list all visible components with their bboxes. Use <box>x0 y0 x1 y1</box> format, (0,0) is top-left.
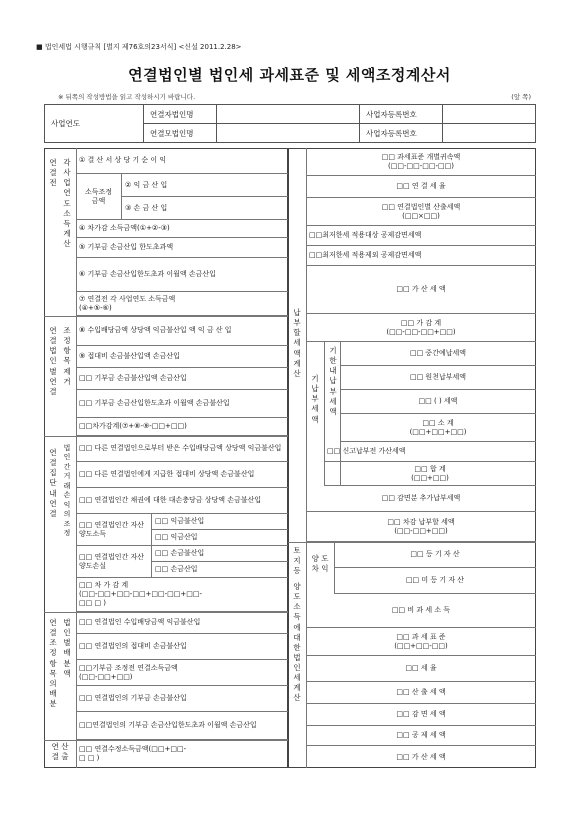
group-allocation: 연 결 조 정 항 목 의 배 분 <box>49 618 57 708</box>
group-transfer-tax: 양 도 소 득 에 대 한 법 인 세 계 산 <box>293 582 301 703</box>
year-label: 사업연도 <box>45 105 144 143</box>
row-subtotal-2: □□ 차 가 감 계 (□□-□□+□□-□□+□□-□□+□□- □□ □ ) <box>76 578 288 612</box>
row-alloc-entertainment: □□ 연결법인의 접대비 손금불산입 <box>76 634 288 660</box>
row-asset-loss: □□ 연결법인간 자산 양도손실 <box>76 546 152 578</box>
row-pre-donation-income: □□기부금 조정전 연결소득금액 (□□-□□+□□) <box>76 660 288 686</box>
row-adjusted-income: ④ 차가감 소득금액(①+②-③) <box>76 220 288 238</box>
row-modified-income: □□ 연결수정소득금액(□□+□□- □ □ ) <box>79 745 187 762</box>
row-alloc-donation: □□ 연결법인의 기부금 손금불산입 <box>76 686 288 712</box>
row-subtotal-prepaid: □□ 소 계 (□□+□□+□□) <box>340 414 536 442</box>
group-entity-adjust: 연 결 법 인 별 연 결 <box>49 326 57 396</box>
group-adjust-removal: 조 정 항 목 제 거 <box>63 326 71 386</box>
row-income-add: ② 익 금 산 입 <box>122 174 288 197</box>
group-income-calc: 각 사 업 연 도 소 득 계 산 <box>63 158 71 248</box>
row-subtotal-1: □□차가감계(⑦+⑧-⑨-□□+□□) <box>76 418 288 436</box>
row-tax-base: □□ 과세표준 개별귀속액 (□□-□□-□□-□□) <box>306 148 536 176</box>
group-in-period-tax: 기 한 내 납 부 세 액 <box>329 346 337 416</box>
row-pre-filing-penalty: □□ 신고납부전 가산세액 <box>324 442 536 462</box>
reg-field-2[interactable] <box>443 124 536 143</box>
group-transfer-gain: 양 도 차 익 <box>311 554 329 574</box>
parent-field[interactable] <box>217 105 360 124</box>
row-other-tax: □□ ( ) 세액 <box>340 390 536 414</box>
row-transfer-tax-rate: □□ 세 율 <box>306 656 536 682</box>
row-asset-loss-nondeduct: □□ 손금불산입 <box>152 546 288 562</box>
row-net-payable: □□ 차감 납부할 세액 (□□-□□+□□) <box>306 512 536 542</box>
row-donation-carryover-2: □□ 기부금 손금산입한도초과 이월액 손금불산입 <box>76 390 288 418</box>
form-reference: ■ 법인세법 시행규칙 [별지 제76호의23서식] <신설 2011.2.28> <box>36 43 242 51</box>
instruction-note: ※ 뒤쪽의 작성방법을 읽고 작성하시기 바랍니다. <box>58 93 196 101</box>
row-entertainment: ⑨ 접대비 손금불산입액 손금산입 <box>76 346 288 368</box>
row-asset-gain: □□ 연결법인간 자산 양도소득 <box>76 514 152 546</box>
row-asset-loss-deduct: □□ 손금산입 <box>152 562 288 578</box>
page-side: (앞 쪽) <box>511 93 531 101</box>
row-transfer-exempt: □□ 감 면 세 액 <box>306 704 536 726</box>
row-asset-gain-excl: □□ 익금불산입 <box>152 514 288 530</box>
row-donation-nondeductible: □□ 기부금 손금불산입액 손금산입 <box>76 368 288 390</box>
row-penalty-tax: □□ 가 산 세 액 <box>306 266 536 314</box>
row-alloc-dividend: □□ 연결법인 수입배당금액 익금불산입 <box>76 612 288 634</box>
row-total-prepaid: □□ 합 계 (□□+□□) <box>324 462 536 486</box>
row-transfer-calc-tax: □□ 산 출 세 액 <box>306 682 536 704</box>
group-intra-transaction: 법 인 간 거 래 손 익 의 조 정 <box>63 444 71 537</box>
group-intra-group: 연 결 집 단 내 연 결 <box>49 448 57 518</box>
row-intra-dividend: □□ 다른 연결법인으로부터 받은 수입배당금액 상당액 익금불산입 <box>76 436 288 462</box>
row-additional-payment: □□ 감면분 추가납부세액 <box>306 486 536 512</box>
row-dividend-exclusion: ⑧ 수입배당금액 상당액 익금불산입 액 익 금 산 입 <box>76 316 288 346</box>
row-unregistered-asset: □□ 미 등 기 자 산 <box>334 568 536 594</box>
row-calculated-tax: □□ 연결법인별 산출세액 (□□×□□) <box>306 198 536 226</box>
row-donation-carryover: ⑥ 기부금 손금산입한도초과 이월액 손금산입 <box>76 258 288 292</box>
row-adjusted-total: □□ 가 감 계 (□□-□□-□□+□□) <box>306 314 536 342</box>
row-withholding-tax: □□ 원천납부세액 <box>340 366 536 390</box>
group-payable-tax: 납 부 할 세 액 계 산 <box>293 308 301 378</box>
row-donation-excess: ⑤ 기부금 손금산입 한도초과액 <box>76 238 288 258</box>
row-transfer-penalty: □□ 가 산 세 액 <box>396 752 446 761</box>
row-min-tax-exempt: □□최저한세 적용제외 공제감면세액 <box>306 246 536 266</box>
mother-field[interactable] <box>217 124 360 143</box>
mother-label: 연결모법인명 <box>144 124 217 143</box>
group-land: 토 지 등 <box>293 546 301 576</box>
row-asset-gain-incl: □□ 익금산입 <box>152 530 288 546</box>
group-pre-consolidation-outer: 연 결 전 <box>49 158 57 188</box>
group-calculation: 연 산 결 출 <box>51 742 69 762</box>
row-transfer-tax-base: □□ 과 세 표 준 (□□+□□-□□) <box>306 628 536 656</box>
adjustment-label: 소득조정 금액 <box>76 174 122 220</box>
parent-label: 연결자법인명 <box>144 105 217 124</box>
reg-label-2: 사업자등록번호 <box>360 124 443 143</box>
row-interim-tax: □□ 중간예납세액 <box>340 342 536 366</box>
form-title: 연결법인별 법인세 과세표준 및 세액조정계산서 <box>128 66 451 84</box>
group-allocation-amount: 법 인 별 배 분 액 <box>63 618 71 678</box>
row-registered-asset: □□ 등 기 자 산 <box>334 542 536 568</box>
reg-field-1[interactable] <box>443 105 536 124</box>
row-net-income: ① 결 산 서 상 당 기 순 이 익 <box>76 148 288 174</box>
group-prepaid-tax: 기 납 부 세 액 <box>311 374 319 424</box>
row-intra-entertainment: □□ 다른 연결법인에게 지급한 접대비 상당액 손금불산입 <box>76 462 288 488</box>
row-alloc-donation-carryover: □□연결법인의 기부금 손금산입한도초과 이월액 손금산입 <box>76 712 288 740</box>
row-pre-consolidation-income: ⑦ 연결전 각 사업연도 소득금액 (④+⑤-⑥) <box>76 292 288 316</box>
row-transfer-deduction: □□ 공 제 세 액 <box>306 726 536 746</box>
row-tax-rate: □□ 연 결 세 율 <box>306 176 536 198</box>
row-min-tax-credit: □□최저한세 적용대상 공제감면세액 <box>306 226 536 246</box>
row-nontaxable: □□ 비 과 세 소 득 <box>306 594 536 628</box>
row-expense-add: ③ 손 금 산 입 <box>122 197 288 220</box>
info-table <box>44 104 536 143</box>
reg-label-1: 사업자등록번호 <box>360 105 443 124</box>
row-intra-bad-debt: □□ 연결법인간 채권에 대한 대손충당금 상당액 손금불산입 <box>76 488 288 514</box>
